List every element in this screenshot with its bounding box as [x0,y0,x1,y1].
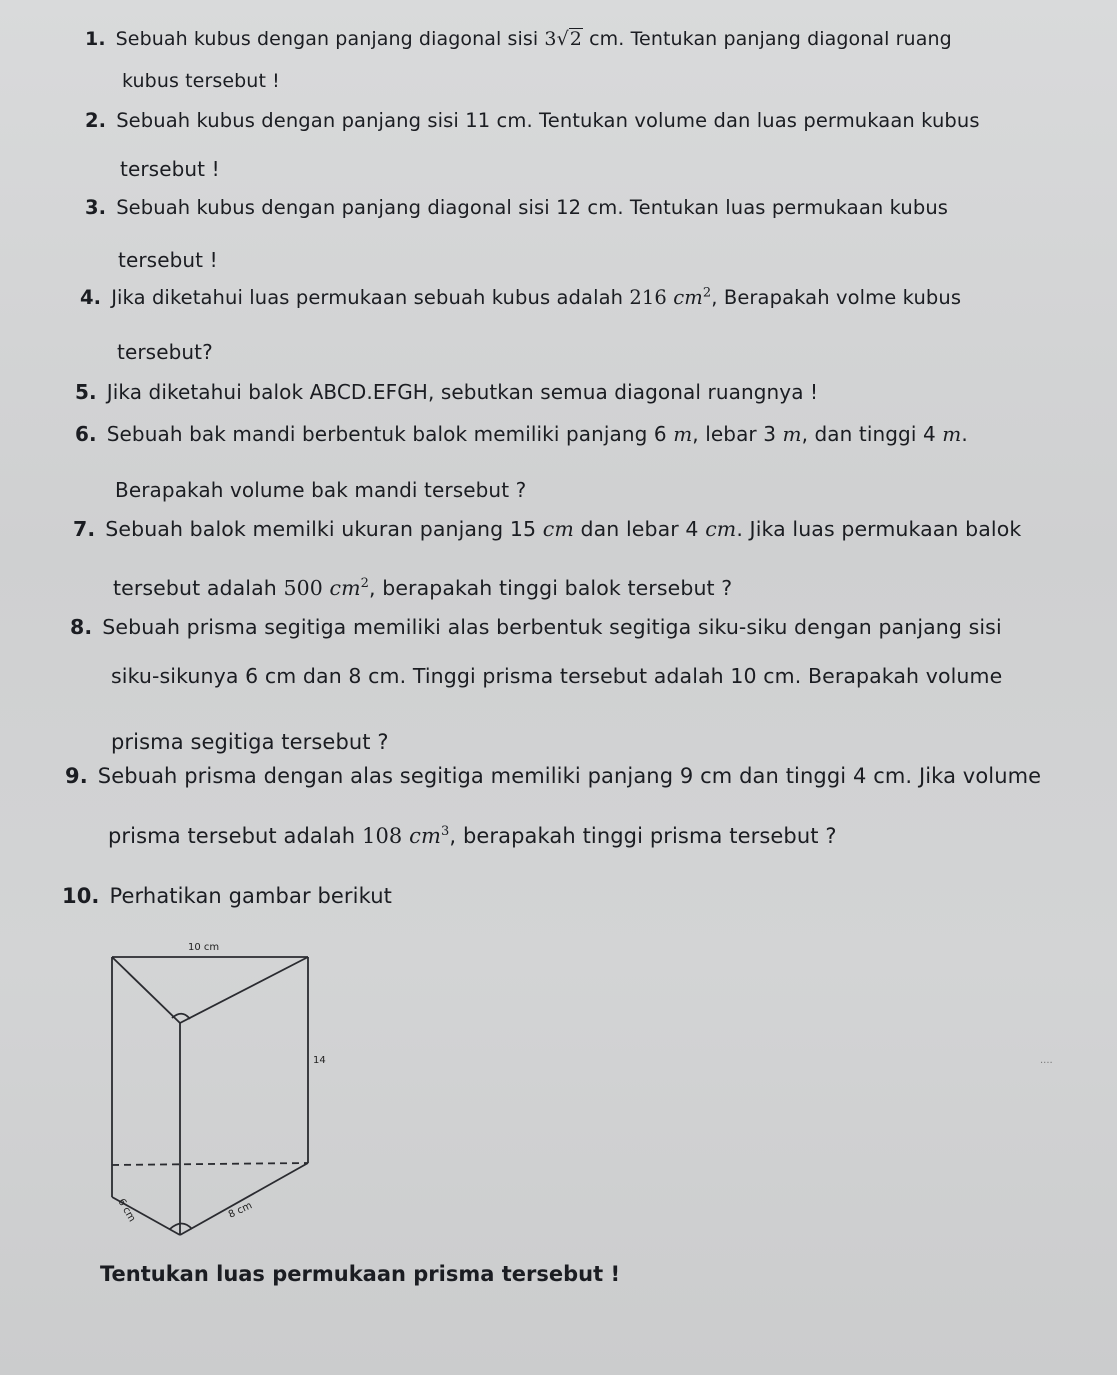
question-text: , berapakah tinggi balok tersebut ? [368,576,733,600]
question-3-line-2: tersebut ! [118,248,218,272]
question-number: 9. [65,764,88,788]
stray-mark: .... [1040,1055,1053,1066]
question-text: tersebut adalah [113,576,284,600]
bottom-right-edge [180,1163,308,1235]
question-10-line-1 [62,884,392,908]
bottom-right-angle-mark [170,1224,192,1230]
question-8-line-1 [70,615,1002,639]
question-text: , Berapakah volme kubus [711,286,962,309]
question-number: 4. [80,286,102,309]
question-number: 2. [85,109,107,132]
question-9-line-2 [108,824,837,848]
question-text: , berapakah tinggi prisma tersebut ? [449,824,837,848]
math-exponent: 2 [702,285,712,301]
math-value: 500 [283,576,330,600]
question-5-line-1 [75,380,818,404]
question-text: prisma tersebut adalah [108,824,362,848]
question-4-line-2: tersebut? [117,340,213,364]
question-number: 3. [85,196,107,219]
math-unit: cm [705,517,737,541]
question-3-line-1 [85,196,948,219]
math-radicand: 2 [569,28,582,50]
question-text: , lebar 3 [692,422,783,446]
math-exponent: 2 [360,576,369,592]
question-text: cm. Tentukan panjang diagonal ruang [583,28,952,50]
question-text: Sebuah bak mandi berbentuk balok memiliki panjang 6 [106,422,674,446]
question-8-line-2: siku-sikunya 6 cm dan 8 cm. Tinggi prisma tersebut adalah 10 cm. Berapakah volume [111,664,1003,688]
math-unit: cm [329,576,361,600]
bottom-hidden-edge [112,1163,308,1165]
math-exponent: 3 [441,824,450,839]
math-unit: m [673,422,693,446]
question-1-line-1 [85,28,952,50]
label-height: 14 [313,1055,326,1066]
question-2-line-1 [85,109,980,132]
question-8-line-3: prisma segitiga tersebut ? [111,730,389,754]
top-right-edge [180,957,308,1023]
math-unit: m [782,422,802,446]
question-4-line-1 [80,286,961,309]
question-number: 6. [75,422,97,446]
math-unit: m [942,422,962,446]
label-top-length: 10 cm [188,942,220,953]
final-prompt: Tentukan luas permukaan prisma tersebut ! [100,1262,621,1286]
math-coefficient: 3 [544,28,557,50]
label-bottom-side: 8 cm [226,1200,254,1221]
question-text: Sebuah prisma segitiga memiliki alas berbentuk segitiga siku-siku dengan panjang sisi [102,615,1002,639]
question-text: dan lebar 4 [573,517,706,541]
question-text: Sebuah kubus dengan panjang diagonal sisi 12 cm. Tentukan luas permukaan kubus [116,196,949,219]
question-1-line-2: kubus tersebut ! [122,70,280,92]
math-value: 108 [362,824,410,848]
question-text: Sebuah prisma dengan alas segitiga memiliki panjang 9 cm dan tinggi 4 cm. Jika volume [97,764,1042,788]
question-7-line-2 [113,576,732,600]
prism-figure [100,935,340,1255]
question-number: 1. [85,28,106,50]
label-left-side: 6 cm [115,1197,138,1224]
math-unit: cm [673,286,703,309]
question-6-line-2: Berapakah volume bak mandi tersebut ? [115,478,527,502]
question-text: Jika diketahui balok ABCD.EFGH, sebutkan semua diagonal ruangnya ! [106,380,819,404]
prism-drawing [100,935,340,1255]
question-text: Perhatikan gambar berikut [109,884,392,908]
math-unit: cm [409,824,442,848]
math-unit: cm [542,517,574,541]
sqrt-symbol: √ [556,28,569,50]
question-text: Sebuah balok memilki ukuran panjang 15 [105,517,543,541]
question-number: 8. [70,615,93,639]
question-2-line-2: tersebut ! [120,157,220,181]
math-value: 216 [629,286,674,309]
question-text: Sebuah kubus dengan panjang sisi 11 cm. Tentukan volume dan luas permukaan kubus [116,109,980,132]
question-text: , dan tinggi 4 [801,422,943,446]
question-text: . [961,422,968,446]
question-number: 10. [62,884,100,908]
question-number: 7. [73,517,96,541]
question-6-line-1 [75,422,968,446]
question-text: Sebuah kubus dengan panjang diagonal sisi [115,28,545,50]
question-text: . Jika luas permukaan balok [736,517,1022,541]
top-left-edge [112,957,180,1023]
question-number: 5. [75,380,97,404]
question-text: Jika diketahui luas permukaan sebuah kubus adalah [111,286,630,309]
question-7-line-1 [73,517,1021,541]
question-9-line-1 [65,764,1041,788]
